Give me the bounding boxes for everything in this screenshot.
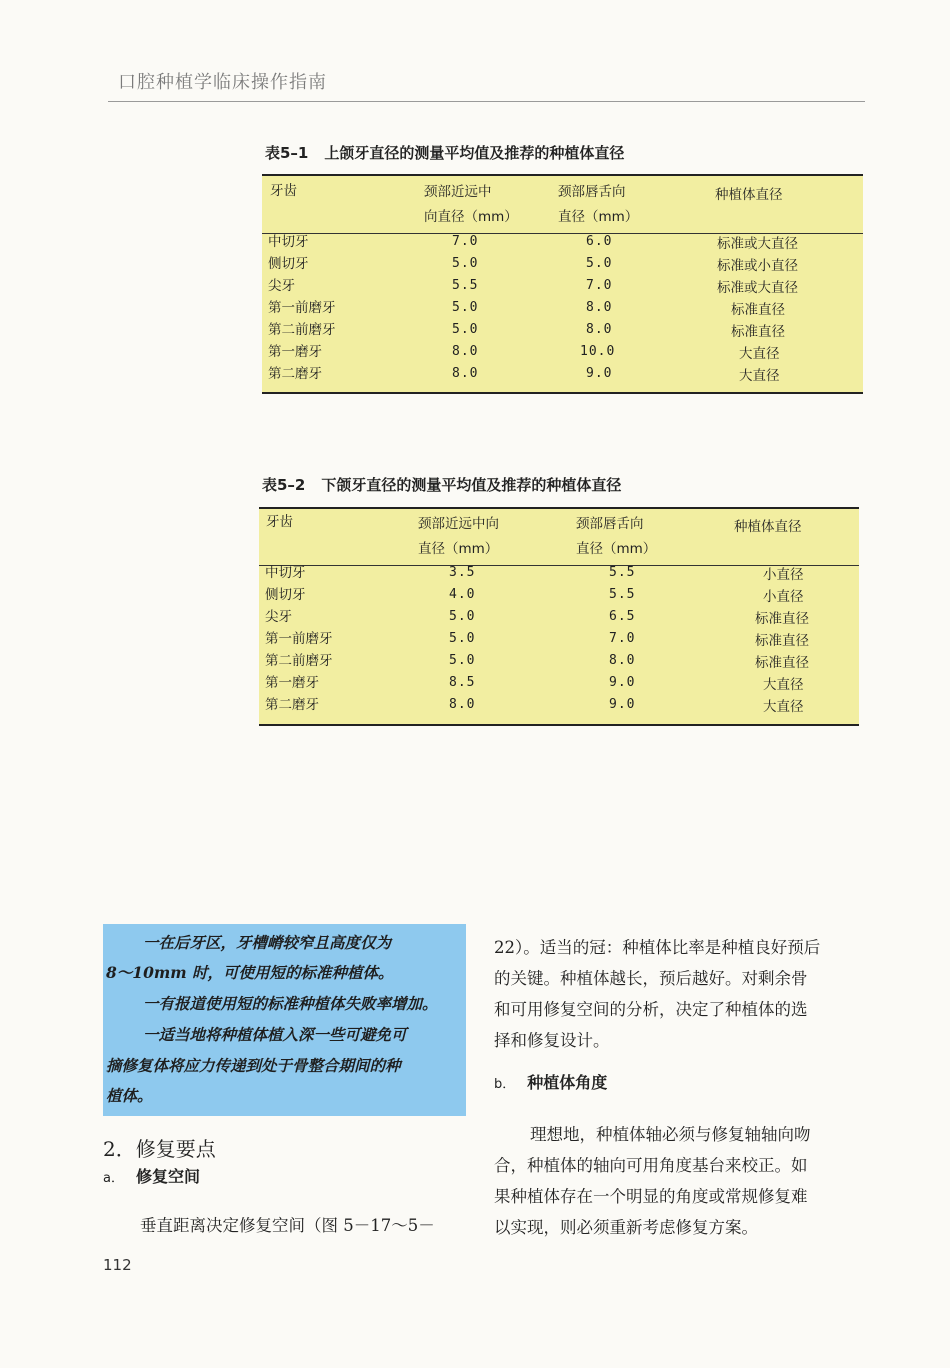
implant-cell: 标准直径: [731, 302, 785, 318]
implant-cell: 大直径: [763, 677, 804, 693]
tooth-cell: 第二磨牙: [265, 697, 319, 713]
bl-cell: 5.5: [609, 565, 636, 580]
table-row: [262, 297, 863, 319]
table2-title: 下颌牙直径的测量平均值及推荐的种植体直径: [321, 476, 622, 494]
table2-header-implant: 种植体直径: [734, 519, 802, 535]
md-cell: 5.5: [452, 278, 479, 293]
table1: [262, 174, 863, 394]
callout-line: 一有报道使用短的标准种植体失败率增加。: [143, 994, 438, 1013]
tooth-cell: 第二前磨牙: [268, 322, 336, 338]
table-row: [262, 253, 863, 275]
implant-cell: 标准直径: [731, 324, 785, 340]
tooth-cell: 尖牙: [265, 609, 292, 625]
running-header-title: 口腔种植学临床操作指南: [118, 72, 327, 93]
tooth-cell: 第一磨牙: [268, 344, 322, 360]
subsection-a-title: 修复空间: [135, 1167, 200, 1186]
implant-cell: 标准直径: [755, 633, 809, 649]
bl-cell: 9.0: [586, 366, 613, 381]
table1-header-tooth: 牙齿: [270, 183, 297, 199]
bl-cell: 5.0: [586, 256, 613, 271]
table1-header-md-line1: 颈部近远中: [424, 184, 492, 200]
md-cell: 8.0: [449, 697, 476, 712]
table-row: [262, 275, 863, 297]
section-title: 2．修复要点: [103, 1137, 216, 1161]
table-row: [259, 606, 859, 628]
bl-cell: 5.5: [609, 587, 636, 602]
md-cell: 5.0: [452, 256, 479, 271]
table2-number: 表5–2: [262, 476, 306, 494]
md-cell: 8.0: [452, 366, 479, 381]
table1-header-md-line2: 向直径（mm）: [424, 209, 518, 225]
table1-header-bl-line1: 颈部唇舌向: [558, 184, 626, 200]
md-cell: 8.0: [452, 344, 479, 359]
implant-cell: 小直径: [763, 589, 804, 605]
tooth-cell: 第一前磨牙: [265, 631, 333, 647]
table-row: [262, 319, 863, 341]
subsection-a-heading: [103, 1164, 200, 1187]
table1-header-bl-line2: 直径（mm）: [558, 209, 639, 225]
table-row: [259, 584, 859, 606]
paragraph-line: 垂直距离决定修复空间（图 5－17～5－: [140, 1216, 435, 1235]
paragraph-line: 果种植体存在一个明显的角度或常规修复难: [494, 1187, 808, 1206]
table1-header-implant: 种植体直径: [715, 187, 783, 203]
tooth-cell: 第二前磨牙: [265, 653, 333, 669]
paragraph-line: 择和修复设计。: [494, 1031, 610, 1050]
table-row: [259, 694, 859, 716]
callout-box: [103, 924, 466, 1116]
tooth-cell: 第二磨牙: [268, 366, 322, 382]
implant-cell: 标准或大直径: [717, 236, 798, 252]
paragraph-line: 的关键。种植体越长，预后越好。对剩余骨: [494, 969, 808, 988]
subsection-b-letter: b．: [494, 1077, 516, 1092]
table-row: [262, 341, 863, 363]
bl-cell: 10.0: [580, 344, 616, 359]
md-cell: 7.0: [452, 234, 479, 249]
table2-header-tooth: 牙齿: [266, 514, 293, 530]
tooth-cell: 中切牙: [268, 234, 309, 250]
table2-header-bl-line1: 颈部唇舌向: [576, 516, 644, 532]
tooth-cell: 侧切牙: [265, 587, 306, 603]
bl-cell: 9.0: [609, 697, 636, 712]
md-cell: 4.0: [449, 587, 476, 602]
bl-cell: 7.0: [609, 631, 636, 646]
table1-title: 上颌牙直径的测量平均值及推荐的种植体直径: [324, 144, 625, 162]
table1-number: 表5–1: [265, 144, 309, 162]
md-cell: 5.0: [452, 300, 479, 315]
page-number: 112: [103, 1256, 132, 1274]
callout-line: 一在后牙区，牙槽嵴较窄且高度仅为: [143, 933, 392, 952]
bl-cell: 7.0: [586, 278, 613, 293]
table1-header: [262, 176, 863, 234]
callout-line: 摘修复体将应力传递到处于骨整合期间的种: [106, 1056, 401, 1075]
implant-cell: 标准直径: [755, 611, 809, 627]
subsection-a-letter: a．: [103, 1171, 124, 1186]
md-cell: 3.5: [449, 565, 476, 580]
table-row: [259, 650, 859, 672]
bl-cell: 6.0: [586, 234, 613, 249]
header-rule: [108, 101, 865, 102]
callout-line: 一适当地将种植体植入深一些可避免可: [143, 1025, 407, 1044]
implant-cell: 小直径: [763, 567, 804, 583]
table-row: [262, 363, 863, 385]
md-cell: 5.0: [449, 653, 476, 668]
md-cell: 8.5: [449, 675, 476, 690]
table2-header-md-line1: 颈部近远中向: [418, 516, 499, 532]
md-cell: 5.0: [452, 322, 479, 337]
table-row: [262, 231, 863, 253]
table1-caption: [265, 142, 624, 163]
subsection-b-title: 种植体角度: [527, 1073, 608, 1092]
table-row: [259, 628, 859, 650]
bl-cell: 9.0: [609, 675, 636, 690]
md-cell: 5.0: [449, 609, 476, 624]
subsection-b-heading: [494, 1070, 607, 1093]
bl-cell: 8.0: [609, 653, 636, 668]
paragraph-line: 以实现，则必须重新考虑修复方案。: [494, 1218, 758, 1237]
table-row: [259, 562, 859, 584]
tooth-cell: 第一磨牙: [265, 675, 319, 691]
paragraph-line: 理想地，种植体轴必须与修复轴轴向吻: [530, 1125, 811, 1144]
bl-cell: 8.0: [586, 322, 613, 337]
table2-header-bl-line2: 直径（mm）: [576, 541, 657, 557]
implant-cell: 大直径: [739, 346, 780, 362]
implant-cell: 标准或小直径: [717, 258, 798, 274]
tooth-cell: 中切牙: [265, 565, 306, 581]
callout-line: 植体。: [106, 1086, 153, 1105]
md-cell: 5.0: [449, 631, 476, 646]
implant-cell: 大直径: [763, 699, 804, 715]
tooth-cell: 侧切牙: [268, 256, 309, 272]
bl-cell: 8.0: [586, 300, 613, 315]
callout-line: 8～10mm 时，可使用短的标准种植体。: [106, 963, 394, 982]
table2-caption: [262, 474, 621, 495]
tooth-cell: 尖牙: [268, 278, 295, 294]
paragraph-line: 和可用修复空间的分析，决定了种植体的选: [494, 1000, 808, 1019]
paragraph-line: 22）。适当的冠：种植体比率是种植良好预后: [494, 938, 821, 957]
tooth-cell: 第一前磨牙: [268, 300, 336, 316]
implant-cell: 标准或大直径: [717, 280, 798, 296]
paragraph-line: 合，种植体的轴向可用角度基台来校正。如: [494, 1156, 808, 1175]
table2-header: [259, 509, 859, 566]
implant-cell: 标准直径: [755, 655, 809, 671]
table-row: [259, 672, 859, 694]
table2: [259, 507, 859, 726]
bl-cell: 6.5: [609, 609, 636, 624]
table2-header-md-line2: 直径（mm）: [418, 541, 499, 557]
implant-cell: 大直径: [739, 368, 780, 384]
